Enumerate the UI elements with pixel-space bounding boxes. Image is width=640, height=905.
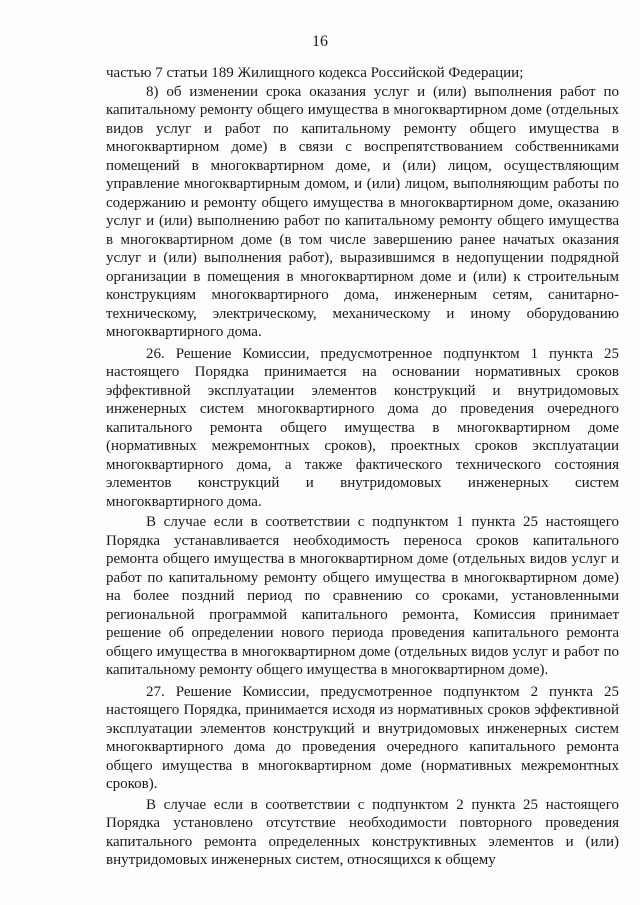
paragraph-clause-26-case: В случае если в соответствии с подпунктом 1 пункта 25 настоящего Порядка устанавливается необходимость переноса сроков капитального ремонта общего имущества в многоквартирном доме (отдельных видов услуг и работ по капитальному ремонту общего имущества в многоквартирном доме) на более поздний период по сравнению со сроками, установленными региональной программой капитального ремонта, Комиссия принимает решение об определении нового периода проведения капитального ремонта общего имущества в многоквартирном доме (отдельных видов услуг и работ по капитальному ремонту общего имущества в многоквартирном доме). (106, 514, 619, 678)
paragraph-clause-27-case: В случае если в соответствии с подпунктом 2 пункта 25 настоящего Порядка установлено отсутствие необходимости повторного проведения капитального ремонта определенных конструктивных элементов и (или) внутридомовых инженерных систем, относящихся к общему (106, 796, 619, 868)
paragraph-item-8: 8) об изменении срока оказания услуг и (или) выполнения работ по капитальному ремонту общего имущества в многоквартирном доме (отдельных видов услуг и работ по капитальному ремонту общего имущества в многоквартирном доме) в связи с воспрепятствованием собственниками помещений в многоквартирном доме, и (или) лицом, осуществляющим управление многоквартирным домом, и (или) лицом, выполняющим работы по содержанию и ремонту общего имущества в многоквартирном доме, оказанию услуг и (или) выполнению работ по капитальному ремонту общего имущества в многоквартирном доме (в том числе завершению ранее начатых оказания услуг и (или) выполнения работ), выразившимся в недопущении подрядной организации в помещения в многоквартирном доме и (или) к строительным конструкциям многоквартирного дома, инженерным сетям, санитарно-техническому, электрическому, механическому и иному оборудованию многоквартирного дома. (106, 83, 619, 340)
page-number: 16 (312, 33, 328, 50)
paragraph-clause-26: 26. Решение Комиссии, предусмотренное подпунктом 1 пункта 25 настоящего Порядка принимается на основании нормативных сроков эффективной эксплуатации элементов конструкций и внутридомовых инженерных систем многоквартирного дома до проведения очередного капитального ремонта общего имущества в многоквартирном доме (нормативных межремонтных сроков), проектных сроков эксплуатации многоквартирного дома, а также фактического технического состояния элементов конструкций и внутридомовых инженерных систем многоквартирного дома. (106, 345, 619, 510)
document-body (106, 64, 619, 870)
paragraph-continuation: частью 7 статьи 189 Жилищного кодекса Российской Федерации; (106, 65, 524, 81)
paragraph-clause-27: 27. Решение Комиссии, предусмотренное подпунктом 2 пункта 25 настоящего Порядка, принимается исходя из нормативных сроков эффективной эксплуатации элементов конструкций и внутридомовых инженерных систем многоквартирного дома до проведения очередного капитального ремонта общего имущества в многоквартирном доме (нормативных межремонтных сроков). (106, 683, 619, 792)
